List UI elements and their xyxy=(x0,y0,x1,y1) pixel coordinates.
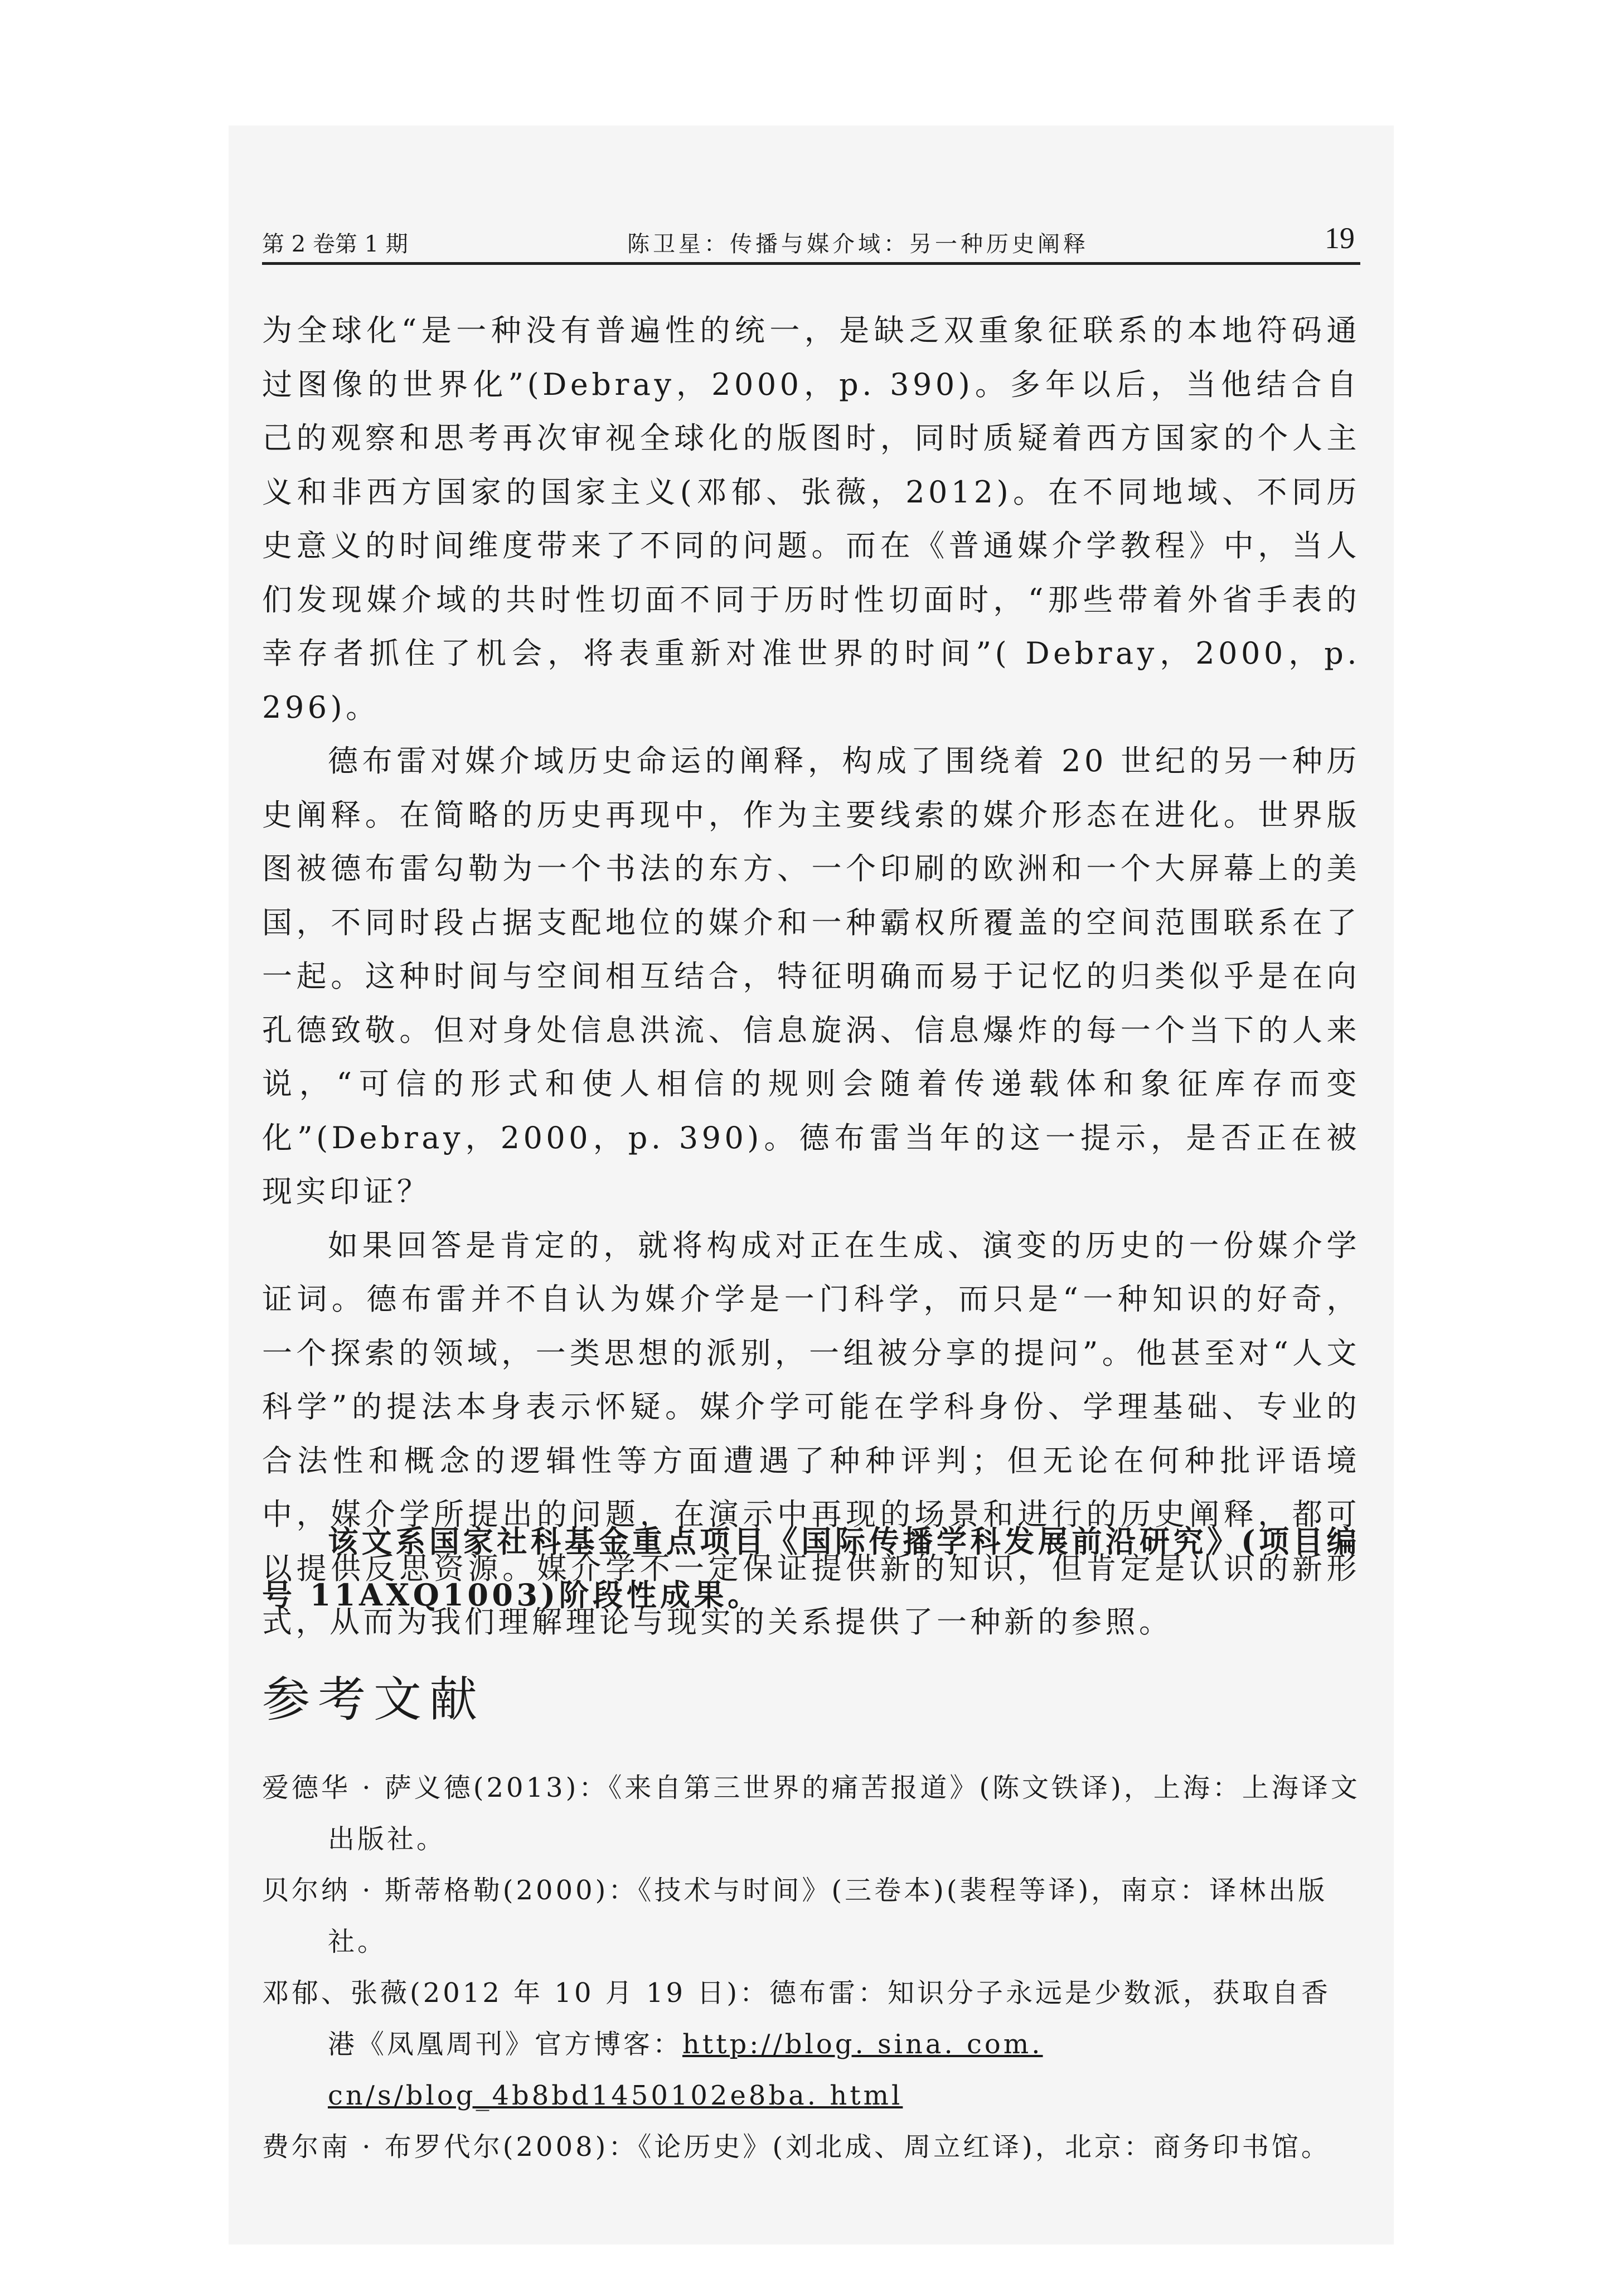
reference-item: 爱德华 · 萨义德(2013)：《来自第三世界的痛苦报道》(陈文铁译)，上海：上海译文出版社。 xyxy=(262,1772,1360,1855)
reference-item: 费尔南 · 布罗代尔(2008)：《论历史》(刘北成、周立红译)，北京：商务印书馆。 xyxy=(262,2131,1331,2163)
reference-list xyxy=(262,1762,1360,2173)
page-number: 19 xyxy=(1325,221,1355,255)
paragraph: 如果回答是肯定的，就将构成对正在生成、演变的历史的一份媒介学证词。德布雷并不自认为媒介学是一门科学，而只是“一种知识的好奇，一个探索的领域，一类思想的派别，一组被分享的提问”。他甚至对“人文科学”的提法本身表示怀疑。媒介学可能在学科身份、学理基础、专业的合法性和概念的逻辑性等方面遭遇了种种评判；但无论在何种批评语境中，媒介学所提出的问题，在演示中再现的场景和进行的历史阐释，都可以提供反思资源。媒介学不一定保证提供新的知识，但肯定是认识的新形式，从而为我们理解理论与现实的关系提供了一种新的参照。 xyxy=(262,1227,1360,1639)
funding-note xyxy=(262,1515,1360,1622)
reference-item xyxy=(262,1967,1360,2121)
running-header xyxy=(262,223,1360,265)
reference-link[interactable]: http://blog. sina. com. cn/s/blog_4b8bd1450102e8ba. html xyxy=(328,2029,1043,2111)
references-heading: 参考文献 xyxy=(262,1672,485,1728)
body-text xyxy=(262,304,1360,1650)
running-title: 陈卫星：传播与媒介域：另一种历史阐释 xyxy=(627,231,1089,257)
issue-label: 第 2 卷第 1 期 xyxy=(262,231,408,257)
paragraph: 为全球化“是一种没有普遍性的统一，是缺乏双重象征联系的本地符码通过图像的世界化”(Debray，2000，p. 390)。多年以后，当他结合自己的观察和思考再次审视全球化的版图时，同时质疑着西方国家的个人主义和非西方国家的国家主义(邓郁、张薇，2012)。在不同地域、不同历史意义的时间维度带来了不同的问题。而在《普通媒介学教程》中，当人们发现媒介域的共时性切面不同于历时性切面时，“那些带着外省手表的幸存者抓住了机会，将表重新对准世界的时间”( Debray，2000，p. 296)。 xyxy=(262,313,1360,725)
reference-text: 邓郁、张薇(2012 年 10 月 19 日)：德布雷：知识分子永远是少数派，获取自香港《凤凰周刊》官方博客： xyxy=(262,1977,1331,2060)
paragraph: 德布雷对媒介域历史命运的阐释，构成了围绕着 20 世纪的另一种历史阐释。在简略的历史再现中，作为主要线索的媒介形态在进化。世界版图被德布雷勾勒为一个书法的东方、一个印刷的欧洲和一个大屏幕上的美国，不同时段占据支配地位的媒介和一种霸权所覆盖的空间范围联系在了一起。这种时间与空间相互结合，特征明确而易于记忆的归类似乎是在向孔德致敬。但对身处信息洪流、信息旋涡、信息爆炸的每一个当下的人来说，“可信的形式和使人相信的规则会随着传递载体和象征库存而变化”(Debray，2000，p. 390)。德布雷当年的这一提示，是否正在被现实印证？ xyxy=(262,743,1360,1209)
reference-item: 贝尔纳 · 斯蒂格勒(2000)：《技术与时间》(三卷本)(裴程等译)，南京：译林出版社。 xyxy=(262,1875,1328,1957)
funding-text: 该文系国家社科基金重点项目《国际传播学科发展前沿研究》(项目编号 11AXQ1003)阶段性成果。 xyxy=(262,1523,1360,1613)
